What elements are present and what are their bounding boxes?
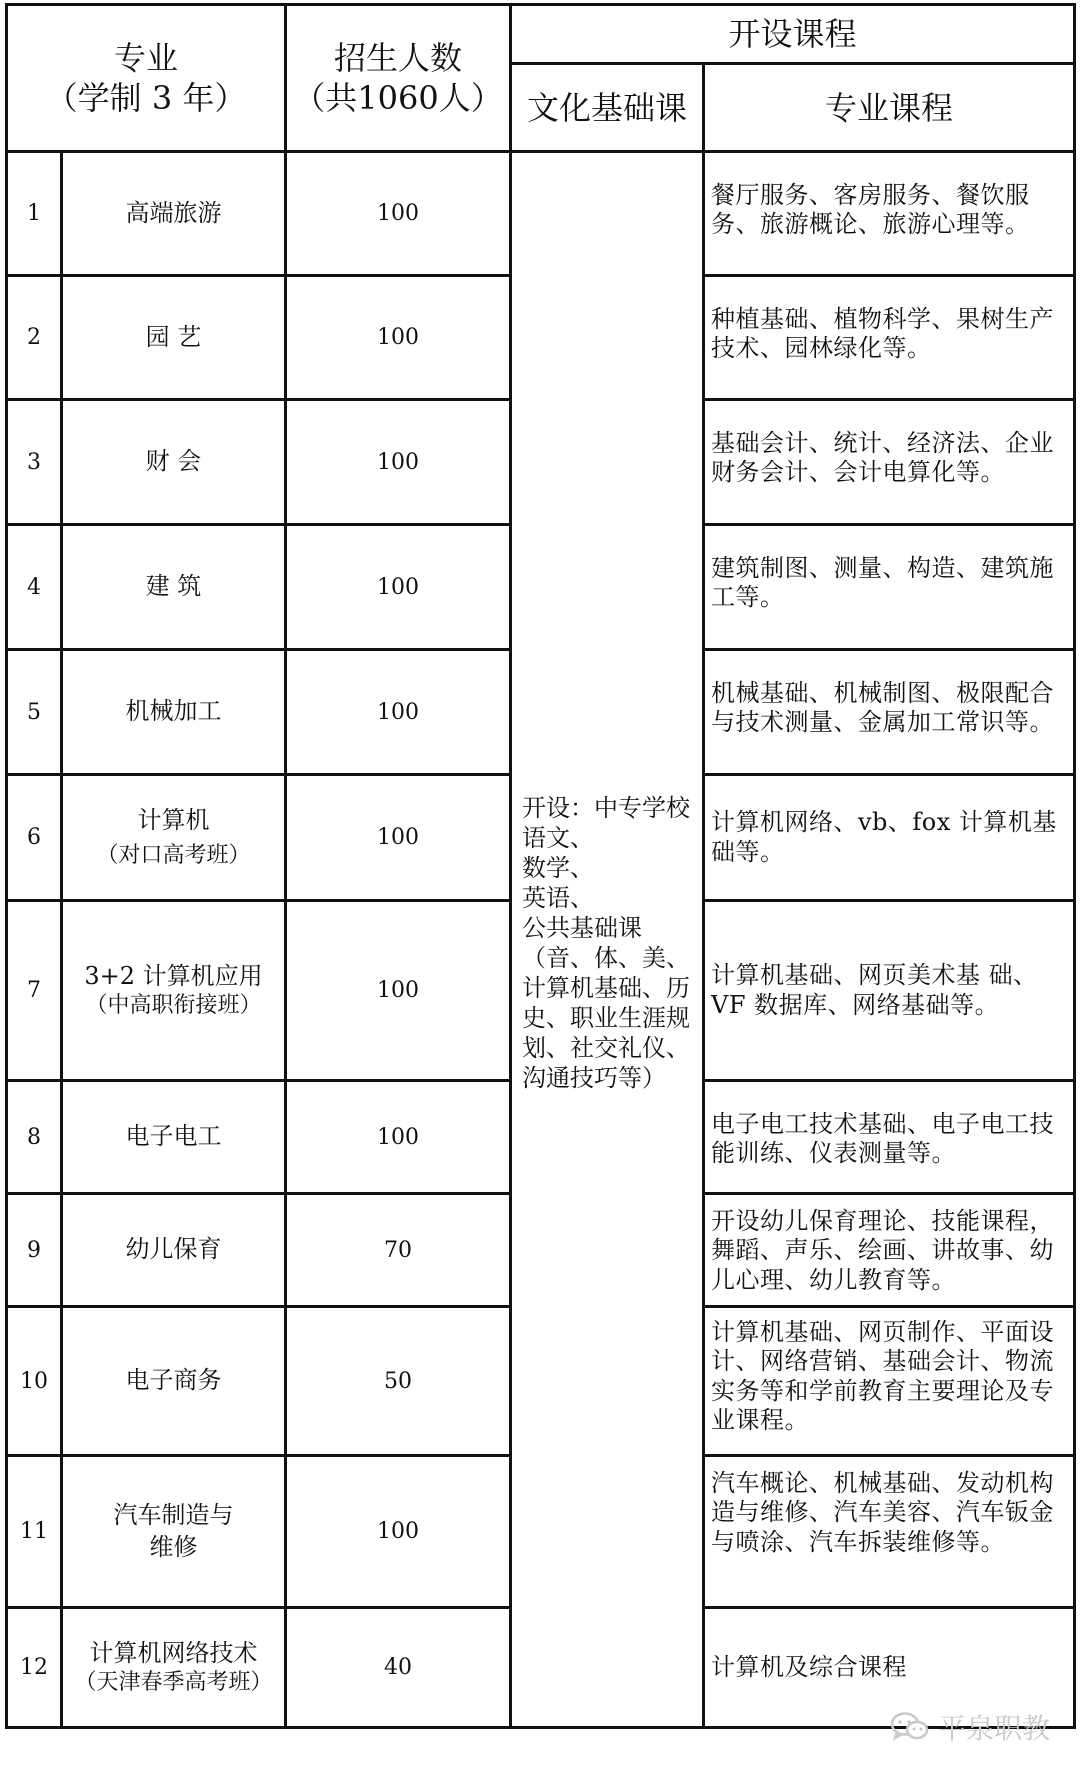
row-major: 机械加工 [60,648,287,776]
watermark [890,1707,1050,1747]
row-major: 计算机 （对口高考班） [60,773,287,902]
row-number: 8 [5,1079,63,1195]
row-count: 100 [284,773,512,902]
row-major: 园 艺 [60,274,287,401]
header-enroll-sub: （共1060人） [293,79,503,117]
row-major: 电子电工 [60,1079,287,1195]
row-number: 11 [5,1454,63,1609]
header-professional-label: 专业课程 [824,88,953,127]
row-number: 9 [5,1192,63,1308]
row-count: 40 [284,1606,512,1729]
row-number: 6 [5,773,63,902]
row-count: 50 [284,1305,512,1457]
row-number: 10 [5,1305,63,1457]
row-courses: 汽车概论、机械基础、发动机构造与维修、汽车美容、汽车钣金与喷涂、汽车拆装维修等。 [702,1454,1076,1609]
header-enroll-cell [284,3,512,153]
header-enroll-label: 招生人数 [333,39,462,77]
header-culture-cell [509,62,705,153]
row-courses: 机械基础、机械制图、极限配合与技术测量、金属加工常识等。 [702,648,1076,776]
watermark-text: 平泉职教 [937,1712,1050,1745]
row-count: 100 [284,398,512,526]
row-courses: 建筑制图、测量、构造、建筑施工等。 [702,523,1076,651]
header-major-cell [5,3,287,153]
row-courses: 基础会计、统计、经济法、企业财务会计、会计电算化等。 [702,398,1076,526]
row-major: 幼儿保育 [60,1192,287,1308]
row-count: 100 [284,648,512,776]
row-count: 100 [284,274,512,401]
culture-courses-cell [509,150,705,1729]
row-courses: 计算机及综合课程 [702,1606,1076,1729]
row-major: 电子商务 [60,1305,287,1457]
header-major-label: 专业 [113,39,178,77]
row-major: 汽车制造与 维修 [60,1454,287,1609]
row-number: 12 [5,1606,63,1729]
header-courses-cell [509,3,1076,65]
row-count: 100 [284,1079,512,1195]
row-number: 3 [5,398,63,526]
row-major: 建 筑 [60,523,287,651]
row-number: 5 [5,648,63,776]
row-number: 7 [5,899,63,1082]
row-courses: 餐厅服务、客房服务、餐饮服务、旅游概论、旅游心理等。 [702,150,1076,277]
culture-courses-text: 开设：中专学校 语文、 数学、 英语、 公共基础课 （音、体、美、 计算机基础、历 史、职业生涯规 划、社交礼仪、 沟通技巧等） [522,794,690,1092]
row-count: 100 [284,899,512,1082]
row-courses: 电子电工技术基础、电子电工技能训练、仪表测量等。 [702,1079,1076,1195]
row-major: 高端旅游 [60,150,287,277]
row-major: 计算机网络技术 （天津春季高考班） [60,1606,287,1729]
row-courses: 计算机基础、网页美术基 础、VF 数据库、网络基础等。 [702,899,1076,1082]
row-count: 100 [284,1454,512,1609]
header-major-sub: （学制 3 年） [45,79,247,117]
row-major: 财 会 [60,398,287,526]
row-courses: 开设幼儿保育理论、技能课程，舞蹈、声乐、绘画、讲故事、幼儿心理、幼儿教育等。 [702,1192,1076,1308]
header-courses-label: 开设课程 [728,15,857,53]
row-number: 4 [5,523,63,651]
wechat-icon [890,1711,930,1743]
row-number: 1 [5,150,63,277]
row-count: 100 [284,523,512,651]
row-courses: 种植基础、植物科学、果树生产技术、园林绿化等。 [702,274,1076,401]
header-culture-label: 文化基础课 [526,88,687,127]
header-professional-cell [702,62,1076,153]
row-number: 2 [5,274,63,401]
row-count: 70 [284,1192,512,1308]
row-courses: 计算机基础、网页制作、平面设计、网络营销、基础会计、物流实务等和学前教育主要理论及专业课程。 [702,1305,1076,1457]
row-major: 3+2 计算机应用 （中高职衔接班） [60,899,287,1082]
row-courses: 计算机网络、vb、fox 计算机基础等。 [702,773,1076,902]
row-count: 100 [284,150,512,277]
